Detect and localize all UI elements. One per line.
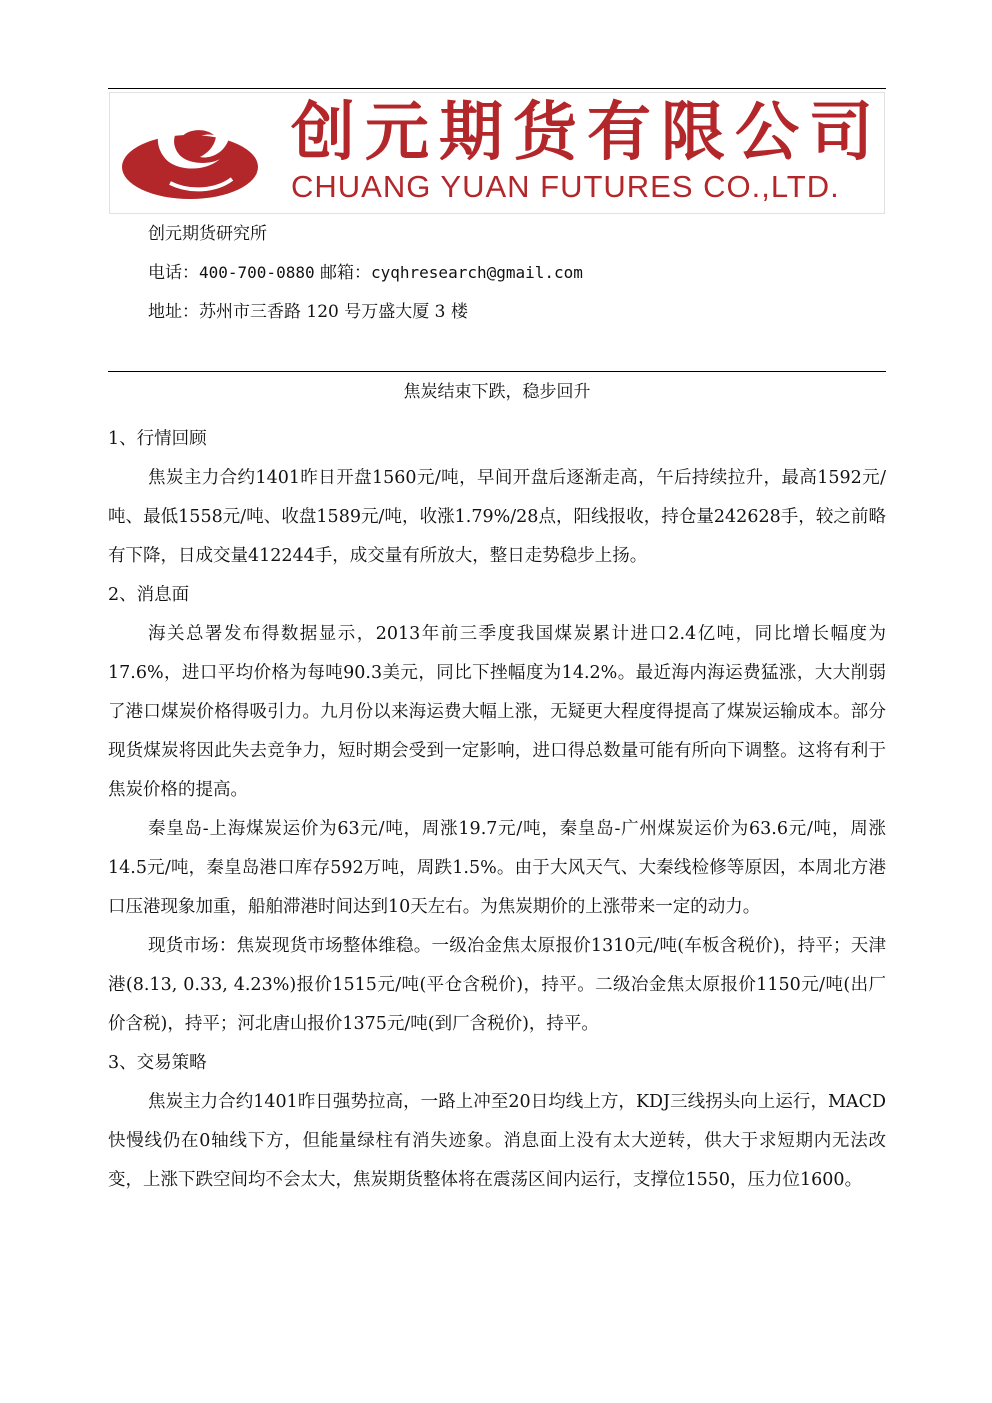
document-body <box>108 420 886 1200</box>
brand-chinese-name: 创元期货有限公司 <box>291 96 883 170</box>
news-paragraph-spot-market: 现货市场：焦炭现货市场整体维稳。一级冶金焦太原报价1310元/吨(车板含税价)，持平；天津港(8.13, 0.33, 4.23%)报价1515元/吨(平仓含税价)，持平。二级冶金焦太原报价1150元/吨(出厂价含税)，持平；河北唐山报价1375元/吨(到厂含税价)，持平。 <box>108 936 886 1034</box>
email-label: 邮箱： <box>320 263 371 283</box>
company-logo-icon <box>120 99 262 207</box>
section-heading-market-review: 1、行情回顾 <box>108 429 207 449</box>
market-review-paragraph: 焦炭主力合约1401昨日开盘1560元/吨，早间开盘后逐渐走高，午后持续拉升，最高1592元/吨、最低1558元/吨、收盘1589元/吨，收涨1.79%/28点，阳线报收，持仓量242628手，较之前略有下降，日成交量412244手，成交量有所放大，整日走势稳步上扬。 <box>108 468 886 566</box>
phone-label: 电话： <box>148 263 199 283</box>
section-heading-news: 2、消息面 <box>108 585 190 605</box>
brand-english-name: CHUANG YUAN FUTURES CO.,LTD. <box>291 169 840 204</box>
contact-address-line <box>148 301 468 323</box>
header-top-rule <box>108 88 886 89</box>
news-paragraph-freight: 秦皇岛-上海煤炭运价为63元/吨，周涨19.7元/吨，秦皇岛-广州煤炭运价为63.6元/吨，周涨14.5元/吨，秦皇岛港口库存592万吨，周跌1.5%。由于大风天气、大秦线检修等原因，本周北方港口压港现象加重，船舶滞港时间达到10天左右。为焦炭期价的上涨带来一定的动力。 <box>108 819 886 917</box>
trading-strategy-paragraph: 焦炭主力合约1401昨日强势拉高，一路上冲至20日均线上方，KDJ三线拐头向上运行，MACD快慢线仍在0轴线下方，但能量绿柱有消失迹象。消息面上没有太大逆转，供大于求短期内无法改变，上涨下跌空间均不会太大，焦炭期货整体将在震荡区间内运行，支撑位1550，压力位1600。 <box>108 1092 886 1190</box>
email-address[interactable]: cyqhresearch@gmail.com <box>371 263 583 282</box>
section-heading-trading-strategy: 3、交易策略 <box>108 1053 207 1073</box>
company-banner <box>109 92 885 214</box>
address-value: 苏州市三香路 120 号万盛大厦 3 楼 <box>199 302 468 322</box>
address-label: 地址： <box>148 302 199 322</box>
news-paragraph-customs: 海关总署发布得数据显示，2013年前三季度我国煤炭累计进口2.4亿吨，同比增长幅度为17.6%，进口平均价格为每吨90.3美元，同比下挫幅度为14.2%。最近海内海运费猛涨，大大削弱了港口煤炭价格得吸引力。九月份以来海运费大幅上涨，无疑更大程度得提高了煤炭运输成本。部分现货煤炭将因此失去竞争力，短时期会受到一定影响，进口得总数量可能有所向下调整。这将有利于焦炭价格的提高。 <box>108 624 886 800</box>
contact-phone-email-line <box>148 262 583 284</box>
section-divider <box>108 371 886 372</box>
institute-name: 创元期货研究所 <box>148 224 267 244</box>
phone-number: 400-700-0880 <box>199 263 315 282</box>
document-title: 焦炭结束下跌，稳步回升 <box>403 382 591 402</box>
